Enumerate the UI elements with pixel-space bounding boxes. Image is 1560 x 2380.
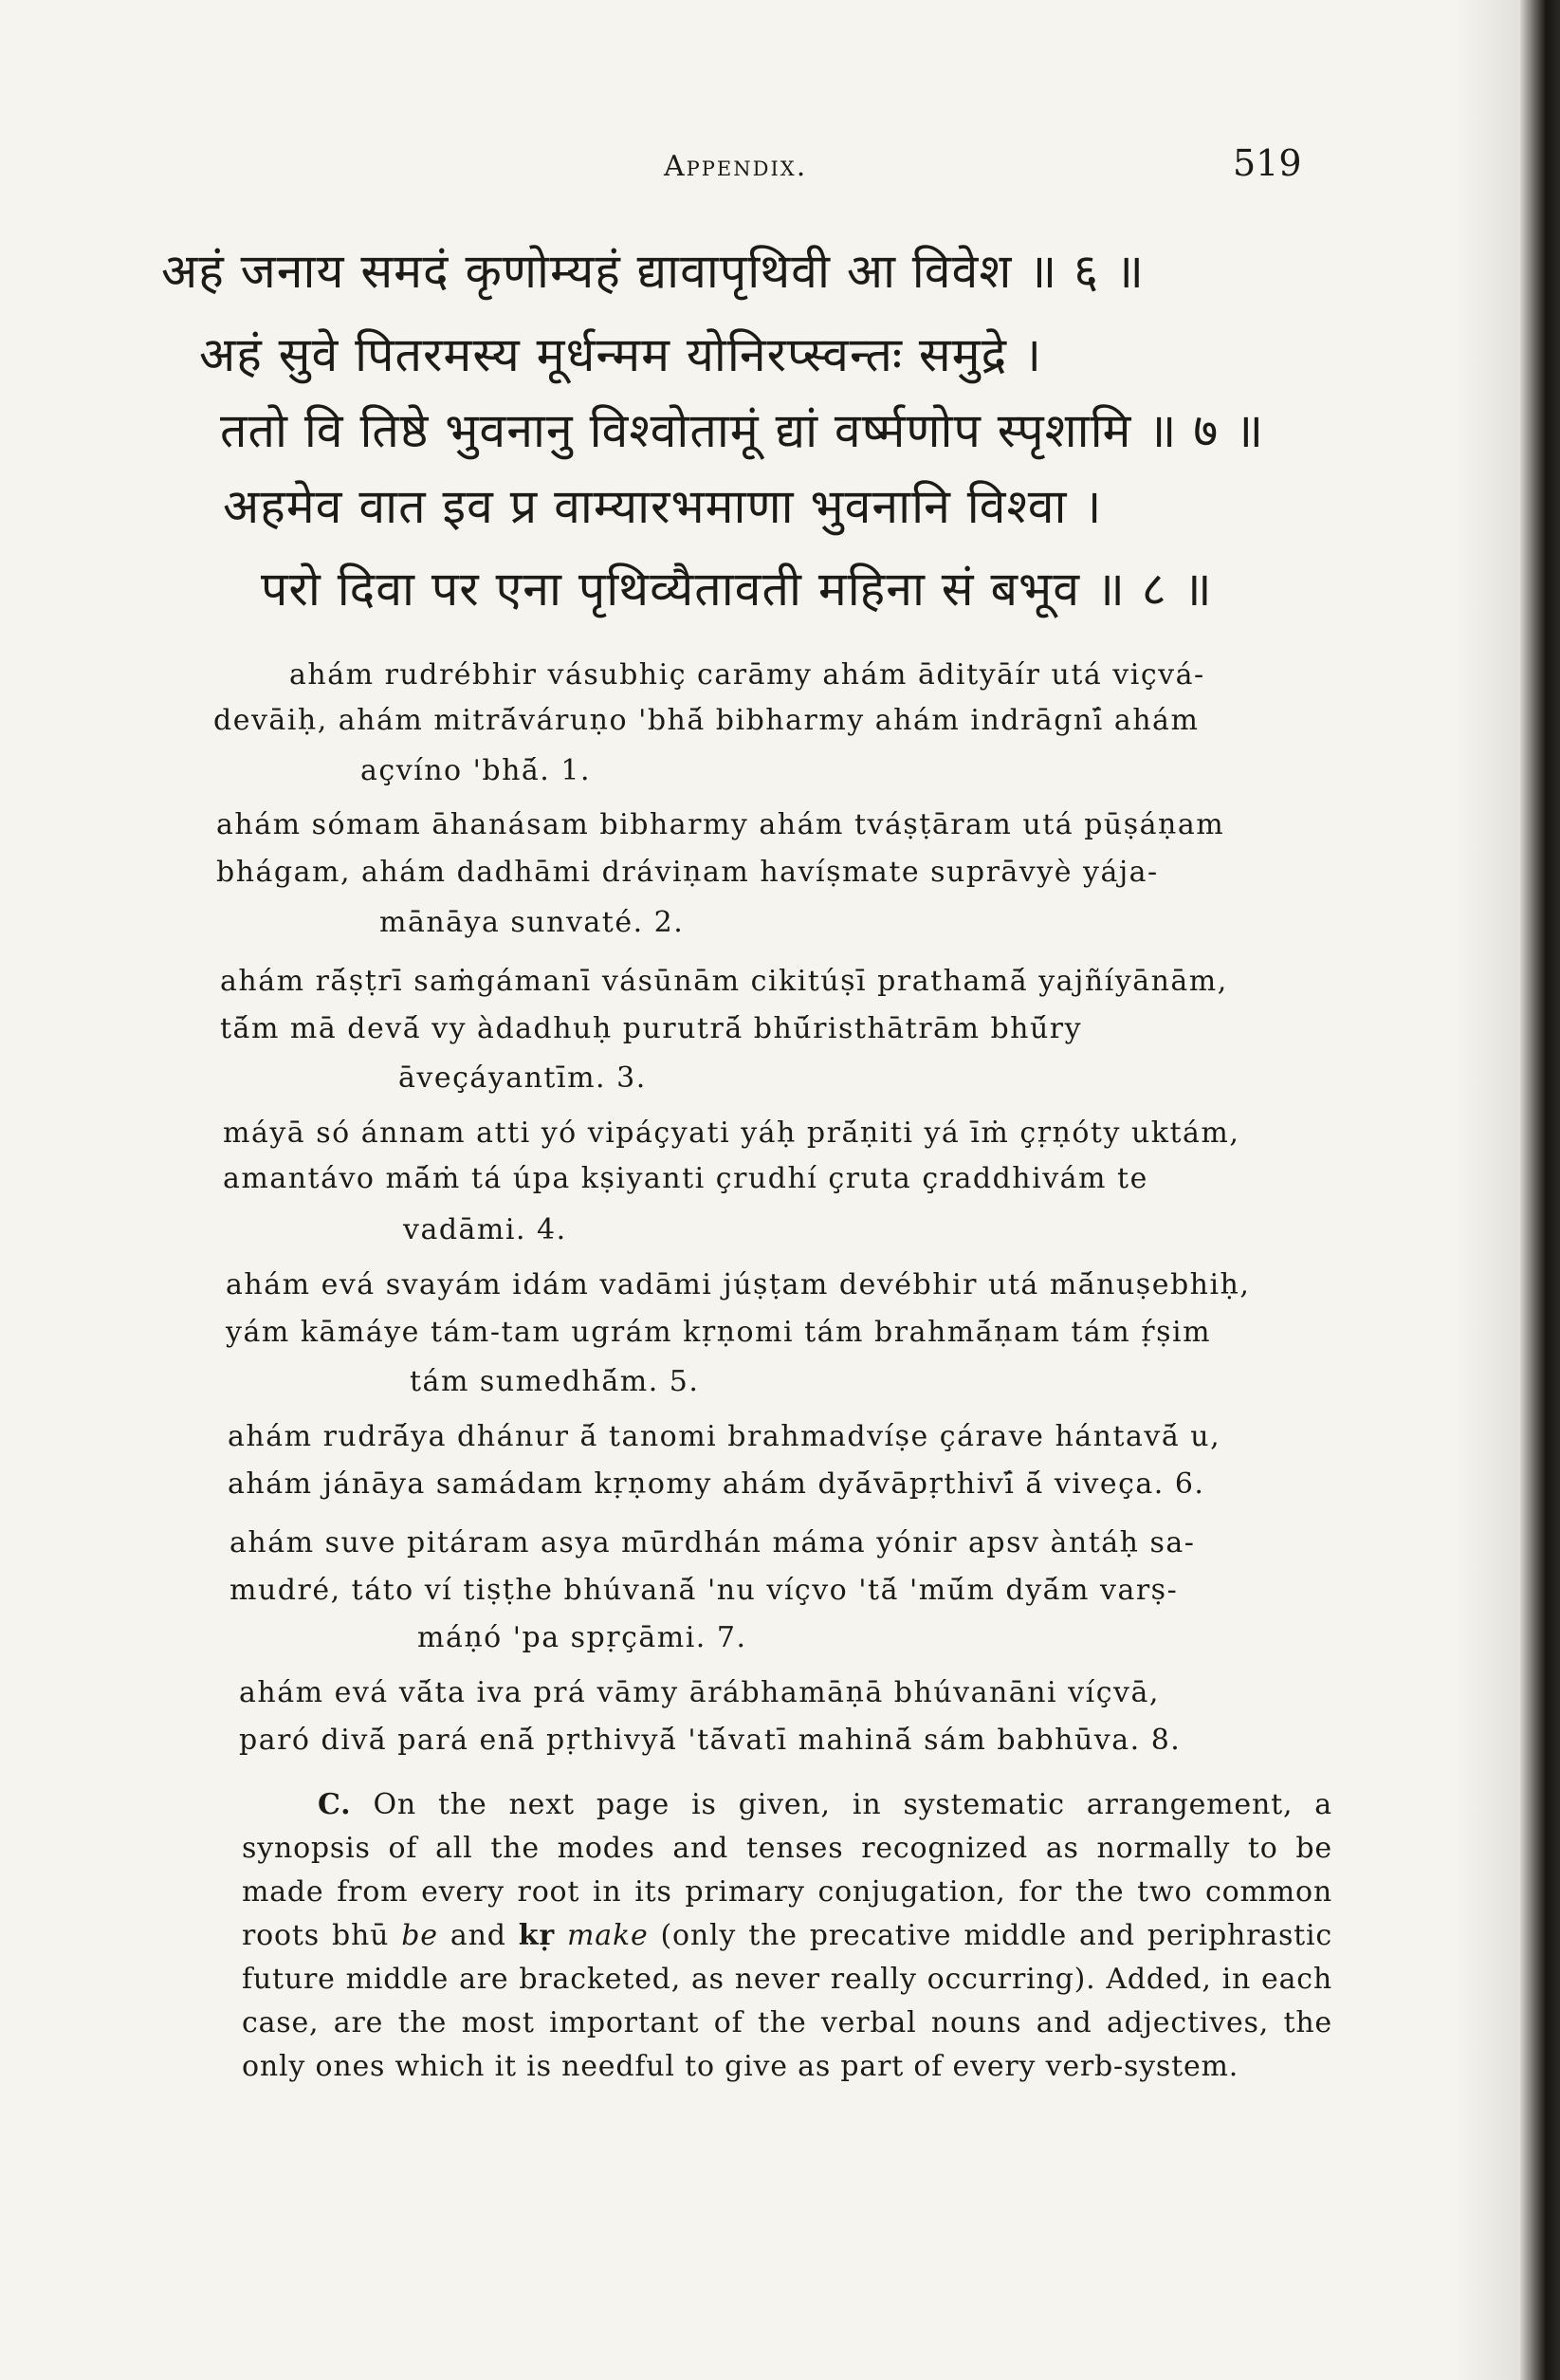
translit-line: ahám rudrā́ya dhánur ā́ tanomi brahmadvíṣe çárave hántavā́ u, [228,1420,1221,1453]
note-text: On the next page is given, in systematic arrangement, a synopsis of all the modes and tenses recognized as normally to be made from every root in its primary conjugation, for the two common roots [242,1788,1332,1952]
note-text: and [437,1919,519,1952]
translit-line: açvíno 'bhā́. 1. [360,754,592,787]
translit-line: paró divā́ pará enā́ pṛthivyā́ 'tā́vatī mahinā́ sám babhūva. 8. [239,1724,1182,1757]
devanagari-line: अहमेव वात इव प्र वाम्यारभमाणा भुवनानि विश्वा । [223,479,1103,534]
translit-line: devāiḥ, ahám mitrā́váruṇo 'bhā́ bibharmy ahám indrāgnī́ ahám [213,704,1200,737]
root-kr: kṛ [518,1919,555,1952]
translit-line: ahám rudrébhir vásubhiç carāmy ahám ādityāír utá viçvá- [289,658,1205,692]
gloss-be: be [401,1919,438,1952]
devanagari-line: अहं सुवे पितरमस्य मूर्धन्मम योनिरप्स्वन्तः समुद्रे । [199,327,1042,382]
running-header: Appendix. [664,150,808,183]
translit-line: máṇó 'pa spṛçāmi. 7. [417,1621,747,1654]
page-number: 519 [1233,142,1302,184]
translit-line: tā́m mā devā́ vy àdadhuḥ purutrā́ bhū́risthātrām bhū́ry [220,1012,1083,1045]
translit-line: vadāmi. 4. [403,1213,567,1246]
note-label: C. [318,1788,352,1821]
translit-line: ahám sómam āhanásam bibharmy ahám tváṣṭāram utá pūṣáṇam [216,808,1225,841]
gloss-make: make [567,1919,649,1952]
translit-line: bhágam, ahám dadhāmi dráviṇam havíṣmate suprāvyè yája- [216,856,1159,889]
devanagari-line: ततो वि तिष्ठे भुवनानु विश्वोतामूं द्यां वर्ष्मणोप स्पृशामि ॥ ७ ॥ [220,403,1265,458]
translit-line: mānāya sunvaté. 2. [379,906,685,939]
devanagari-line: अहं जनाय समदं कृणोम्यहं द्यावापृथिवी आ विवेश ॥ ६ ॥ [161,244,1145,299]
section-note [242,1783,1332,2089]
translit-line: tám sumedhā́m. 5. [410,1365,700,1398]
note-paragraph [242,1783,1332,2089]
translit-line: ahám rā́ṣṭrī saṁgámanī vásūnām cikitúṣī prathamā́ yajñíyānām, [220,965,1228,998]
devanagari-line: परो दिवा पर एना पृथिव्यैतावती महिना सं बभूव ॥ ८ ॥ [261,562,1213,617]
translit-line: yám kāmáye tám-tam ugrám kṛṇomi tám brahmā́ṇam tám ṛ́ṣim [226,1316,1212,1349]
translit-line: ahám jánāya samádam kṛṇomy ahám dyā́vāpṛthivī́ ā́ viveça. 6. [228,1467,1205,1501]
translit-line: āveçáyantīm. 3. [398,1061,647,1095]
translit-line: máyā só ánnam atti yó vipáçyati yáḥ prā́ṇiti yá īṁ çṛṇóty uktám, [223,1116,1240,1150]
translit-line: ahám evá vā́ta iva prá vāmy ārábhamāṇā bhúvanāni víçvā, [239,1676,1160,1709]
note-text: (only the precative middle and periphrastic future middle are bracketed, as never really occurring). Added, in each case, are the most important of the verbal nouns and adjectives, the only ones which it is needful to give as part of every verb-system. [242,1919,1332,2083]
translit-line: ahám suve pitáram asya mūrdhán máma yónir apsv àntáḥ sa- [229,1526,1196,1559]
translit-line: amantávo mā́ṁ tá úpa kṣiyanti çrudhí çruta çraddhivám te [223,1162,1148,1195]
translit-line: mudré, táto ví tiṣṭhe bhúvanā́ 'nu víçvo 'tā́ 'mū́m dyā́m varṣ- [229,1574,1179,1607]
root-bhu: bhū [331,1919,390,1952]
translit-line: ahám evá svayám idám vadāmi júṣṭam devébhir utá mā́nuṣebhiḥ, [226,1268,1251,1301]
scan-edge [1520,0,1560,2380]
